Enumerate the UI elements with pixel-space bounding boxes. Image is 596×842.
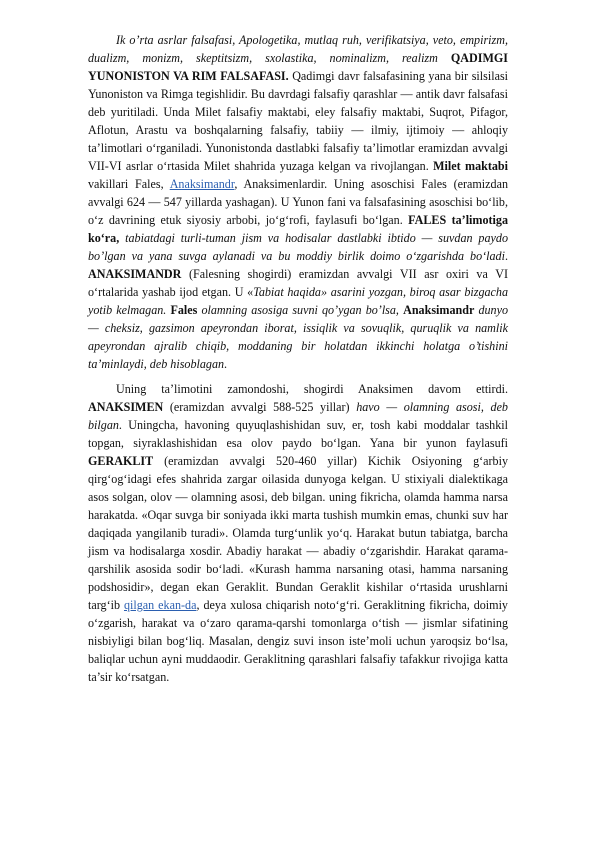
text-run: FALES ta’limotiga ko‘ra,	[88, 213, 509, 245]
text-run: Anaksimandr	[403, 303, 475, 317]
text-run: QADIMGI YUNONISTON VA RIM FALSAFASI.	[88, 51, 508, 83]
text-run: (Falesning shogirdi) eramizdan avvalgi VII asr oxiri va VI o‘rtalarida yashab ijod etgan. U «	[88, 267, 508, 299]
text-run: Ik o’rta asrlar falsafasi, Apologetika, mutlaq ruh, verifikatsiya, veto, empirizm, dualizm, monizm, skeptitsizm, sxolastika, nominalizm, realizm	[88, 33, 508, 65]
text-run: , Anaksimenlardir. Uning asoschisi Fales (eramizdan avvalgi 624 — 547 yillarda yashagan). U Yunon fani va falsafasining asoschisi bo‘lib, o‘z davrining etuk siyosiy arbobi, jo‘g‘rofi, faylasufi bo‘lgan.	[88, 177, 508, 227]
text-run: ANAKSIMANDR	[88, 267, 182, 281]
text-run: .	[224, 357, 228, 371]
text-run: vakillari Fales,	[88, 177, 170, 191]
inline-link[interactable]: Anaksimandr	[169, 177, 235, 191]
text-run: ANAKSIMEN	[88, 400, 164, 414]
text-run: dunyo — cheksiz, gazsimon apeyrondan iborat, issiqlik va sovuqlik, quruqlik va namlik apeyrondan ajralib chiqib, moddaning bir holatdan ikkinchi holatga o’tishini ta’minlaydi, deb hisoblagan	[88, 303, 509, 371]
text-run: . Uningcha, havoning quyuqlashishidan suv, er, tosh kabi moddalar tashkil topgan, siyraklashishidan esa olov paydo bo‘lgan. Yana bir yunon faylasufi	[88, 418, 508, 450]
text-run: (eramizdan avvalgi 520-460 yillar) Kichik Osiyoning g‘arbiy qirg‘og‘idagi efes shahrida zargar oilasida dunyoga kelgan. U stixiyali dialektikaga asos solgan, olov — olamning asosi, deb bilgan. uning fikricha, olamda hamma narsa harakatda. «Oqar suvga bir soniyada ikki marta tushish mumkin emas, chunki suv har daqiqada yangilanib turadi». Olamda turg‘unlik yo‘q. Harakat butun tabiatga, barcha jism va hodisalarga xosdir. Abadiy harakat — abadiy o‘zgarishdir. Harakat qarama-qarshilik asosida sodir bo‘ladi. «Kurash hamma narsaning otasi, hamma narsaning podshosidir», degan ekan Geraklit. Bundan Geraklit kishilar o‘rtasida urushlarni targ‘ib	[88, 454, 508, 612]
text-run: tabiatdagi turli-tuman jism va hodisalar dastlabki ibtido — suvdan paydo bo’lgan va yana suvga aylanadi va bu moddiy birlik doimo o‘zgarishda bo‘ladi	[88, 231, 508, 263]
text-run: , deya xulosa chiqarish noto‘g‘ri. Geraklitning fikricha, doimiy o‘zgarish, harakat va o‘zaro qarama-qarshi tomonlarga o‘tish — jismlar sifatining nisbiyligi bilan bog‘liq. Masalan, dengiz suvi inson iste’moli uchun yaroqsiz bo‘lsa, baliqlar uchun ayni muddaodir. Geraklitning qarashlari falsafiy tafakkur rivojiga katta ta’sir ko‘rsatgan.	[88, 598, 508, 684]
text-run: asarini yozgan, biroq asar bizgacha yotib kelmagan.	[88, 285, 508, 317]
text-run: Tabiat haqida»	[253, 285, 328, 299]
paragraph-1	[88, 31, 508, 373]
text-run: Fales	[170, 303, 198, 317]
text-run: havo — olamning asosi, deb bilgan	[88, 400, 508, 432]
text-run: Milet maktabi	[433, 159, 509, 173]
text-run: .	[504, 249, 508, 263]
text-run: Qadimgi davr falsafasining yana bir silsilasi Yunoniston va Rimga tegishlidir. Bu davrdagi falsafiy qarashlar — antik davr falsafasi deb yuritiladi. Unda Milet falsafiy maktabi, eley falsafiy maktabi, Suqrot, Pifagor, Aflotun, Arastu va boshqalarning falsafiy, tabiiy — ilmiy, ijtimoiy — ahloqiy ta’limotlari o‘rganiladi. Yunonistonda dastlabki falsafiy ta’limotlar eramizdan avvalgi VII-VI asrlar o‘rtasida Milet shahrida yuzaga kelgan va rivojlangan.	[88, 69, 509, 173]
text-run: Uning ta’limotini zamondoshi, shogirdi Anaksimen davom ettirdi.	[116, 382, 508, 396]
inline-link[interactable]: qilgan ekan-da	[123, 598, 197, 612]
paragraph-2	[88, 380, 508, 686]
text-run: GERAKLIT	[88, 454, 154, 468]
text-run: (eramizdan avvalgi 588-525 yillar)	[163, 400, 357, 414]
document-page	[88, 31, 508, 686]
text-run: olamning asosiga suvni qo’ygan bo’lsa,	[197, 303, 399, 317]
